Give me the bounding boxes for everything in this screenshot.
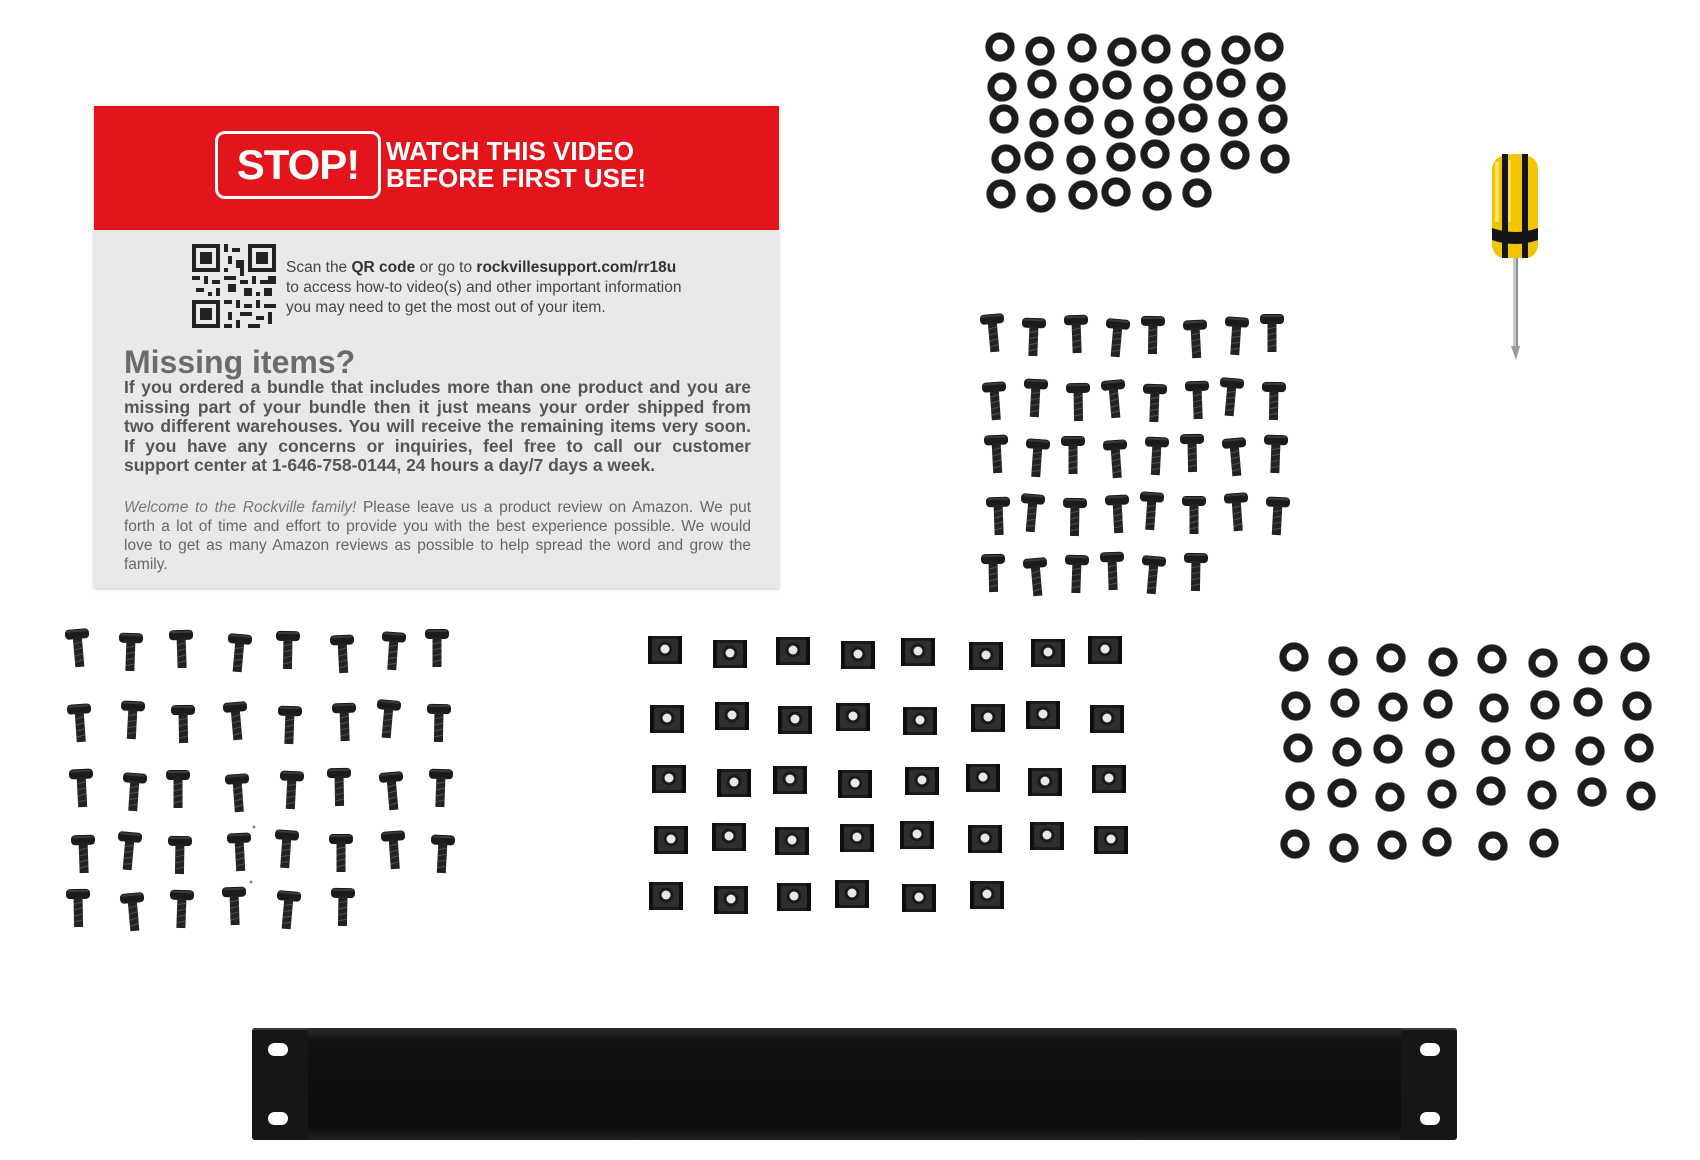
washer	[1333, 738, 1362, 767]
screw	[330, 634, 356, 673]
washer	[1627, 782, 1656, 811]
washer	[1579, 646, 1608, 675]
washer	[1379, 693, 1408, 722]
cage-nut	[836, 703, 870, 731]
washer	[1429, 648, 1458, 677]
screwdriver-icon	[1480, 150, 1550, 365]
washer	[1329, 647, 1358, 676]
screw	[225, 773, 252, 813]
screw	[1064, 555, 1089, 594]
washer	[1426, 739, 1455, 768]
washer	[1182, 39, 1211, 68]
washer	[988, 73, 1017, 102]
washer	[990, 105, 1019, 134]
screw	[429, 834, 455, 873]
screw	[227, 832, 253, 871]
cage-nut	[835, 880, 869, 908]
washer	[1377, 644, 1406, 673]
missing-items-title: Missing items?	[124, 344, 356, 380]
cage-nut	[1031, 639, 1065, 667]
screw	[275, 631, 300, 669]
screw	[379, 771, 406, 811]
washer	[1281, 830, 1310, 859]
cage-nut	[1092, 765, 1126, 793]
cage-nut	[713, 640, 747, 668]
screw	[225, 633, 252, 673]
screw	[1183, 319, 1209, 358]
screw	[1260, 314, 1284, 352]
cage-nut	[838, 770, 872, 798]
screw-group-top	[980, 313, 1291, 597]
cage-nut	[652, 765, 686, 793]
cage-nut-group	[648, 636, 1128, 914]
screw	[65, 628, 92, 668]
washer	[1261, 145, 1290, 174]
scan-prefix: Scan the	[286, 259, 352, 276]
washer	[1376, 783, 1405, 812]
cage-nut	[1088, 636, 1122, 664]
rack-blank-panel	[252, 1028, 1457, 1140]
screw	[981, 554, 1006, 592]
cage-nut	[968, 825, 1002, 853]
screw	[332, 703, 357, 742]
missing-items-body: If you ordered a bundle that includes more than one product and you are missing part of your bundle then it just means your order shipped from two different warehouses. You will receive the remaining items very soon. If you have any concerns or inquiries, feel free to call our customer support center at 1-646-758-0144, 24 hours a day/7 days a week.	[124, 377, 751, 475]
washer	[1259, 105, 1288, 134]
screw	[426, 704, 451, 742]
screw	[381, 830, 408, 870]
washer	[1574, 688, 1603, 717]
cage-nut	[841, 641, 875, 669]
screw	[1183, 553, 1208, 591]
cage-nut	[775, 827, 809, 855]
washer	[1528, 781, 1557, 810]
screw	[1022, 378, 1048, 417]
cage-nut	[1028, 768, 1062, 796]
washer	[1423, 828, 1452, 857]
washer	[1480, 694, 1509, 723]
panel-mounting-slot	[1420, 1043, 1440, 1056]
washer	[1144, 75, 1173, 104]
cage-nut	[1090, 705, 1124, 733]
washer	[1331, 689, 1360, 718]
cage-nut	[717, 769, 751, 797]
screw	[380, 631, 407, 671]
screw	[120, 892, 147, 932]
washer	[1179, 104, 1208, 133]
screw	[982, 381, 1009, 421]
screw	[1023, 557, 1050, 597]
washer	[1625, 734, 1654, 763]
debris-speck	[253, 826, 256, 829]
washer	[1222, 36, 1251, 65]
washer	[1576, 737, 1605, 766]
washer	[1621, 643, 1650, 672]
washer	[1477, 777, 1506, 806]
screw-group-left	[65, 628, 456, 932]
washer	[1107, 143, 1136, 172]
screw	[1103, 318, 1130, 358]
washer	[1025, 142, 1054, 171]
screw	[171, 705, 196, 743]
screw	[273, 829, 300, 869]
screw	[1222, 437, 1249, 477]
screw	[1021, 318, 1046, 357]
cage-nut	[905, 767, 939, 795]
cage-nut	[649, 882, 683, 910]
washer	[1105, 110, 1134, 139]
scan-qr-label: QR code	[351, 259, 416, 276]
washer	[1069, 181, 1098, 210]
washer	[1286, 782, 1315, 811]
washer	[1030, 109, 1059, 138]
cage-nut	[654, 826, 688, 854]
cage-nut	[840, 824, 874, 852]
screw	[118, 633, 143, 672]
washer	[1143, 182, 1172, 211]
washer	[1070, 74, 1099, 103]
cage-nut	[901, 638, 935, 666]
screw	[1061, 436, 1085, 474]
screw	[1066, 383, 1091, 421]
washer-group-top	[986, 33, 1290, 213]
washer	[1217, 69, 1246, 98]
screw	[1217, 377, 1244, 417]
screw	[169, 890, 194, 929]
washer	[1067, 146, 1096, 175]
cage-nut	[970, 881, 1004, 909]
screw	[1263, 435, 1288, 474]
washer	[1181, 144, 1210, 173]
washer	[1530, 829, 1559, 858]
screw	[1101, 379, 1128, 419]
screw	[1180, 434, 1205, 472]
panel-mounting-slot	[268, 1112, 288, 1125]
screw	[425, 629, 449, 667]
cage-nut	[971, 704, 1005, 732]
washer	[1184, 72, 1213, 101]
screw	[1264, 496, 1290, 535]
washer	[1280, 643, 1309, 672]
screw	[71, 835, 96, 874]
washer	[1108, 38, 1137, 67]
washer	[1328, 779, 1357, 808]
screw	[1224, 492, 1251, 532]
screw	[274, 890, 301, 930]
washer	[1065, 106, 1094, 135]
washer	[1146, 107, 1175, 136]
washer	[1479, 832, 1508, 861]
screw	[1143, 436, 1169, 475]
screw	[223, 701, 250, 741]
washer	[1255, 33, 1284, 62]
washer	[986, 33, 1015, 62]
welcome-rest: Please leave us a product review on Amazon. We put forth a lot of time and effort to provide you with the best experience possible. We would love to get as many Amazon reviews as possible to help spread the word and grow the family.	[124, 499, 752, 573]
washer	[1068, 34, 1097, 63]
welcome-italic: Welcome to the Rockville family!	[124, 499, 357, 516]
screw	[169, 630, 194, 669]
washer	[1478, 645, 1507, 674]
washer	[1282, 692, 1311, 721]
screw	[67, 703, 94, 743]
cage-nut	[650, 705, 684, 733]
screw	[277, 706, 302, 745]
cage-nut	[776, 637, 810, 665]
support-url: rockvillesupport.com/rr18u	[476, 259, 677, 276]
washer	[1424, 690, 1453, 719]
screw	[1223, 316, 1250, 356]
screw	[1100, 552, 1125, 591]
screw	[986, 497, 1011, 536]
washer	[1374, 735, 1403, 764]
screw	[222, 887, 247, 926]
washer	[987, 180, 1016, 209]
scan-mid: or go to	[415, 259, 477, 276]
screw	[1064, 315, 1089, 354]
washer	[1330, 834, 1359, 863]
screw	[166, 770, 190, 808]
washer	[1219, 108, 1248, 137]
debris-speck	[250, 881, 253, 884]
screw	[1103, 439, 1130, 479]
screw	[119, 700, 145, 739]
screw	[984, 434, 1010, 473]
washer	[1526, 733, 1555, 762]
screw	[1138, 491, 1165, 531]
scan-line-3: you may need to get the most out of your item.	[286, 299, 606, 316]
screw	[1140, 316, 1165, 354]
screw	[167, 836, 192, 874]
cage-nut	[1094, 826, 1128, 854]
cage-nut	[773, 766, 807, 794]
screw	[121, 772, 148, 812]
washer	[1142, 35, 1171, 64]
washer	[1221, 141, 1250, 170]
screw	[1139, 555, 1166, 595]
screw	[1261, 382, 1286, 420]
watch-line-1: WATCH THIS VIDEO	[386, 136, 634, 166]
cage-nut	[903, 707, 937, 735]
screw	[1182, 496, 1206, 534]
cage-nut	[902, 884, 936, 912]
cage-nut	[1030, 822, 1064, 850]
stop-label: STOP!	[215, 131, 381, 199]
screw	[1185, 381, 1210, 420]
washer	[1102, 178, 1131, 207]
washer	[1026, 37, 1055, 66]
screw	[69, 768, 95, 807]
washer	[1284, 734, 1313, 763]
washer	[1103, 71, 1132, 100]
cage-nut	[712, 823, 746, 851]
washer	[1141, 140, 1170, 169]
rack-panel-face	[308, 1028, 1401, 1140]
washer	[1531, 691, 1560, 720]
cage-nut	[966, 764, 1000, 792]
washer	[1028, 70, 1057, 99]
washer	[1378, 831, 1407, 860]
washer	[1623, 692, 1652, 721]
screw	[1105, 494, 1131, 533]
washer	[1529, 649, 1558, 678]
screw	[1018, 493, 1045, 533]
screw	[374, 699, 401, 739]
cage-nut	[900, 821, 934, 849]
washer	[1428, 780, 1457, 809]
washer-group-right	[1280, 643, 1656, 863]
screw	[66, 889, 91, 927]
screw	[1024, 438, 1051, 478]
panel-mounting-slot	[1420, 1112, 1440, 1125]
screw	[327, 768, 352, 806]
cage-nut	[777, 883, 811, 911]
screw	[980, 313, 1007, 353]
washer	[1482, 736, 1511, 765]
panel-mounting-slot	[268, 1043, 288, 1056]
screw	[1142, 384, 1167, 423]
washer	[1578, 778, 1607, 807]
washer	[1183, 179, 1212, 208]
cage-nut	[1026, 701, 1060, 729]
washer	[1257, 73, 1286, 102]
screw	[1062, 498, 1087, 536]
screw	[330, 888, 355, 926]
cage-nut	[648, 636, 682, 664]
cage-nut	[714, 886, 748, 914]
cage-nut	[778, 706, 812, 734]
cage-nut	[969, 642, 1003, 670]
scan-line-2: to access how-to video(s) and other important information	[286, 279, 682, 296]
cage-nut	[715, 702, 749, 730]
screw	[115, 831, 142, 871]
washer	[1027, 184, 1056, 213]
screw	[278, 770, 304, 809]
screw	[428, 769, 453, 808]
washer	[992, 145, 1021, 174]
watch-line-2: BEFORE FIRST USE!	[386, 163, 647, 193]
screw	[329, 834, 353, 872]
